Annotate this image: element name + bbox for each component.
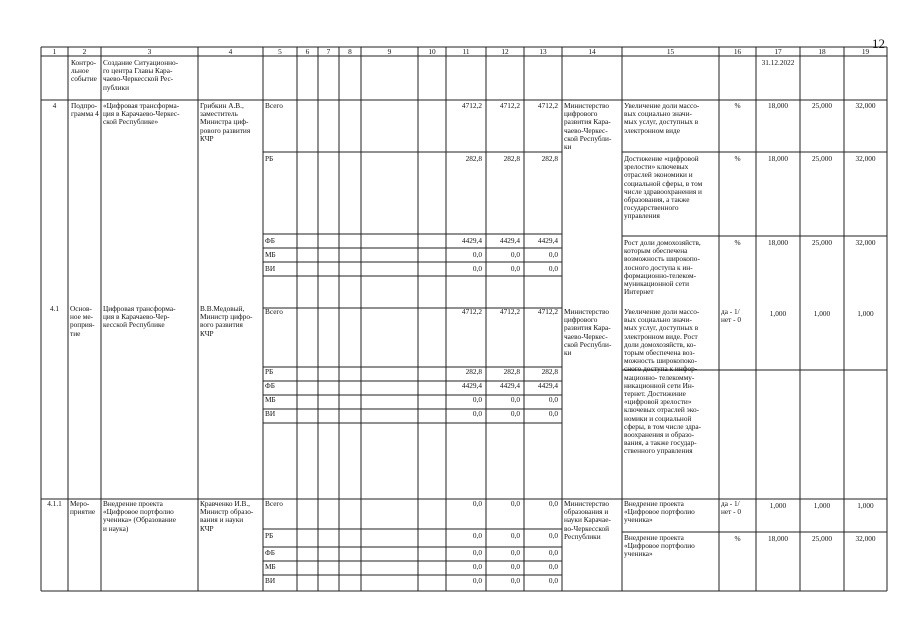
value-col13: 0,0 (548, 409, 558, 418)
column-header: 13 (539, 47, 547, 56)
unit: да - 1/ (721, 499, 740, 508)
value-col13: 0,0 (548, 548, 558, 557)
funding-source: ВИ (265, 264, 276, 273)
column-header: 12 (501, 47, 509, 56)
indicator: электронном виде (624, 125, 680, 135)
row-responsible: Грибкин А.В., (200, 101, 244, 110)
value-col19: 1,000 (857, 309, 874, 318)
value-col17: 18,000 (767, 101, 789, 110)
column-header: 4 (228, 47, 233, 56)
value-col17: 18,000 (767, 154, 789, 163)
indicator: Увеличение доли массо- (624, 101, 700, 110)
indicator: образования, а также (624, 195, 690, 204)
executor: чаево-Черкес- (564, 125, 608, 135)
indicator: лосного доступа к ин- (624, 262, 693, 272)
column-header: 1 (52, 47, 57, 56)
indicator: «Цифровое портфолио (624, 541, 695, 551)
value-col12: 0,0 (510, 576, 520, 585)
value-col18: 25,000 (811, 534, 833, 543)
indicator: можность широкопоко- (624, 356, 697, 366)
value-col19: 32,000 (855, 101, 876, 110)
row-name: кесской Республике (103, 320, 165, 330)
funding-source: РБ (265, 367, 274, 376)
event-name: чаево-Черкесской Рес- (103, 74, 174, 84)
row-type: роприя- (70, 320, 95, 330)
value-col13: 0,0 (548, 250, 558, 259)
funding-source: ВИ (265, 409, 276, 418)
row-name: «Цифровая трансформа- (103, 101, 180, 110)
indicator: сного доступа к инфор- (624, 364, 698, 374)
executor: развития Кара- (564, 117, 611, 127)
row-name: и наука) (103, 523, 129, 533)
executor: ской Республи- (564, 339, 612, 349)
indicator: ученика» (624, 549, 653, 559)
indicator: Увеличение доли массо- (624, 307, 700, 316)
indicator: вания, а также государ- (624, 438, 697, 448)
value-col18: 25,000 (811, 238, 833, 247)
value-col13: 0,0 (548, 576, 558, 585)
row-responsible: КЧР (200, 133, 214, 143)
funding-source: Всего (265, 307, 283, 316)
row-responsible: Министр цифро- (200, 312, 253, 322)
value-col18: 25,000 (811, 101, 833, 110)
row-responsible: КЧР (200, 328, 214, 338)
row-responsible: В.В.Медовый, (200, 304, 245, 313)
value-col11: 4712,2 (461, 307, 482, 316)
executor: ки (564, 142, 572, 151)
indicator: номики и социальной (624, 413, 692, 423)
row-name: Внедрение проекта (103, 499, 163, 508)
row-responsible: Министра циф- (200, 117, 249, 127)
value-col12: 0,0 (510, 395, 520, 404)
value-col12: 0,0 (510, 499, 520, 508)
funding-source: ВИ (265, 576, 276, 585)
indicator: торым обеспечена воз- (624, 348, 695, 357)
value-col13: 4429,4 (537, 381, 558, 390)
value-col18: 1,000 (813, 501, 831, 510)
executor: образования и (564, 507, 609, 517)
value-col12: 4712,2 (499, 101, 520, 110)
indicator: социальной сферы, в том (624, 178, 703, 188)
value-col12: 4429,4 (499, 381, 520, 390)
value-col11: 0,0 (472, 562, 482, 571)
row-type: Подпро- (71, 101, 98, 110)
executor: чаево-Черкес- (564, 331, 608, 341)
value-col11: 0,0 (472, 395, 482, 404)
value-col19: 32,000 (855, 238, 876, 247)
indicator: Внедрение проекта (624, 499, 684, 508)
event-type: льное (71, 66, 89, 76)
indicator: вых социально значи- (624, 315, 692, 325)
indicator: числе здравоохранения и (624, 186, 702, 196)
column-header: 7 (326, 47, 331, 56)
value-col13: 0,0 (548, 395, 558, 404)
event-date: 31.12.2022 (761, 58, 795, 67)
row-name: ученика» (Образование (103, 515, 176, 525)
indicator: мых услуг, доступных в (624, 323, 699, 333)
indicator: ключевых отраслей эко- (624, 405, 700, 415)
row-responsible: Министр образо- (200, 507, 254, 517)
indicator: ученика» (624, 515, 653, 525)
value-col12: 4712,2 (499, 307, 520, 316)
row-name: ция в Карачаево-Черкес- (103, 109, 180, 119)
value-col18: 1,000 (813, 309, 831, 318)
unit: нет - 0 (721, 315, 742, 325)
indicator: тернет. Достижение (624, 389, 686, 398)
funding-source: ФБ (265, 548, 275, 557)
executor: науки Карачае- (564, 515, 611, 525)
value-col13: 0,0 (548, 531, 558, 540)
event-name: публики (103, 82, 129, 92)
column-header: 6 (305, 47, 310, 56)
indicator: воохранения и образо- (624, 430, 695, 439)
indicator: Интернет (624, 287, 654, 297)
value-col11: 0,0 (472, 576, 482, 585)
value-col12: 282,8 (503, 367, 520, 376)
event-name: Создание Ситуационно- (103, 58, 179, 67)
executor: Министерство (564, 499, 609, 508)
value-col12: 4429,4 (499, 236, 520, 245)
value-col17: 18,000 (767, 534, 789, 543)
indicator: управления (624, 211, 660, 221)
column-header: 19 (861, 47, 870, 56)
row-responsible: КЧР (200, 523, 214, 533)
value-col17: 1,000 (769, 309, 787, 318)
value-col11: 282,8 (465, 154, 482, 163)
funding-source: Всего (265, 101, 283, 110)
row-type: тие (70, 328, 81, 338)
value-col12: 282,8 (503, 154, 520, 163)
row-type: приятие (70, 507, 96, 517)
funding-source: МБ (265, 395, 276, 404)
row-responsible: рового развития (200, 125, 251, 135)
value-col17: 18,000 (767, 238, 789, 247)
event-name: го центра Главы Кара- (103, 66, 173, 76)
indicator: Достижение «цифровой (624, 154, 699, 163)
value-col19: 32,000 (855, 154, 876, 163)
executor: ки (564, 348, 572, 357)
event-type: Контро- (71, 58, 97, 67)
indicator: зрелости» ключевых (624, 162, 689, 172)
value-col11: 4429,4 (461, 381, 482, 390)
indicator: сферы, в том числе здра- (624, 421, 702, 431)
value-col11: 0,0 (472, 409, 482, 418)
row-type: Меро- (70, 499, 90, 508)
executor: Министерство (564, 307, 609, 316)
value-col13: 0,0 (548, 264, 558, 273)
indicator: электронном виде. Рост (624, 331, 698, 341)
row-type: Основ- (70, 304, 92, 313)
value-col17: 1,000 (769, 501, 787, 510)
value-col11: 0,0 (472, 250, 482, 259)
value-col18: 25,000 (811, 154, 833, 163)
executor: Республики (564, 531, 601, 541)
page-number: 12 (872, 36, 885, 51)
indicator: доли домохозяйств, ко- (624, 339, 696, 349)
column-header: 11 (462, 47, 470, 56)
value-col13: 0,0 (548, 562, 558, 571)
row-name: Цифровая трансформа- (103, 304, 176, 313)
unit: нет - 0 (721, 507, 742, 517)
value-col11: 0,0 (472, 264, 482, 273)
column-header: 15 (666, 47, 675, 56)
column-header: 17 (774, 47, 782, 56)
value-col13: 0,0 (548, 499, 558, 508)
value-col11: 0,0 (472, 531, 482, 540)
funding-source: Всего (265, 499, 283, 508)
event-type: событие (71, 74, 97, 84)
executor: во-Черкесской (564, 523, 610, 533)
value-col12: 0,0 (510, 531, 520, 540)
row-type: грамма 4 (71, 109, 99, 119)
executor: развития Кара- (564, 323, 611, 333)
indicator: отраслей экономики и (624, 170, 693, 180)
row-name: ской Республике» (103, 117, 159, 127)
row-number: 4 (52, 101, 57, 110)
funding-source: МБ (265, 250, 276, 259)
unit: да - 1/ (721, 307, 740, 316)
column-header: 16 (733, 47, 742, 56)
indicator: ственного управления (624, 446, 693, 456)
indicator: «Цифровое портфолио (624, 507, 695, 517)
value-col13: 282,8 (541, 154, 558, 163)
unit: % (734, 238, 741, 247)
funding-source: РБ (265, 154, 274, 163)
indicator: никационной сети Ин- (624, 380, 695, 390)
column-header: 18 (818, 47, 826, 56)
indicator: государственного (624, 203, 679, 213)
funding-source: МБ (265, 562, 276, 571)
value-col13: 4712,2 (537, 307, 558, 316)
funding-source: ФБ (265, 236, 275, 245)
value-col12: 0,0 (510, 264, 520, 273)
value-col12: 0,0 (510, 548, 520, 557)
indicator: возможность широкопо- (624, 254, 700, 264)
indicator: формационно-телеком- (624, 270, 697, 280)
row-name: ция в Карачаево-Чер- (103, 312, 170, 322)
indicator: вых социально значи- (624, 109, 692, 119)
row-responsible: Кравченко И.В., (200, 499, 250, 508)
row-responsible: вого развития (200, 320, 243, 330)
value-col13: 4712,2 (537, 101, 558, 110)
column-header: 10 (428, 47, 436, 56)
value-col13: 4429,4 (537, 236, 558, 245)
funding-source: ФБ (265, 381, 275, 390)
indicator: мых услуг, доступных в (624, 117, 699, 127)
row-responsible: вания и науки (200, 515, 244, 525)
indicator: которым обеспечена (624, 246, 688, 256)
value-col12: 0,0 (510, 409, 520, 418)
value-col11: 282,8 (465, 367, 482, 376)
column-header: 8 (348, 47, 352, 56)
row-responsible: заместитель (200, 109, 238, 119)
executor: цифрового (564, 109, 598, 119)
column-header: 9 (387, 47, 392, 56)
unit: % (734, 534, 741, 543)
row-type: ное ме- (70, 312, 93, 322)
indicator: «цифровой зрелости» (624, 397, 692, 407)
column-header: 14 (588, 47, 596, 56)
unit: % (734, 101, 741, 110)
executor: Министерство (564, 101, 609, 110)
row-number: 4.1 (49, 304, 60, 313)
unit: % (734, 154, 741, 163)
indicator: Рост доли домохозяйств, (624, 238, 701, 247)
indicator: Внедрение проекта (624, 533, 684, 542)
funding-source: РБ (265, 531, 274, 540)
indicator: муникационной сети (624, 279, 690, 288)
value-col11: 0,0 (472, 499, 482, 508)
value-col19: 32,000 (855, 534, 876, 543)
row-number: 4.1.1 (47, 499, 62, 508)
value-col11: 4429,4 (461, 236, 482, 245)
column-header: 3 (147, 47, 152, 56)
column-header: 2 (82, 47, 87, 56)
value-col11: 4712,2 (461, 101, 482, 110)
column-header: 5 (278, 47, 282, 56)
executor: ской Республи- (564, 133, 612, 143)
executor: цифрового (564, 315, 598, 325)
indicator: мационно- телекомму- (624, 372, 695, 382)
value-col13: 282,8 (541, 367, 558, 376)
value-col11: 0,0 (472, 548, 482, 557)
value-col12: 0,0 (510, 250, 520, 259)
row-name: «Цифровое портфолио (103, 507, 174, 517)
value-col19: 1,000 (857, 501, 874, 510)
value-col12: 0,0 (510, 562, 520, 571)
